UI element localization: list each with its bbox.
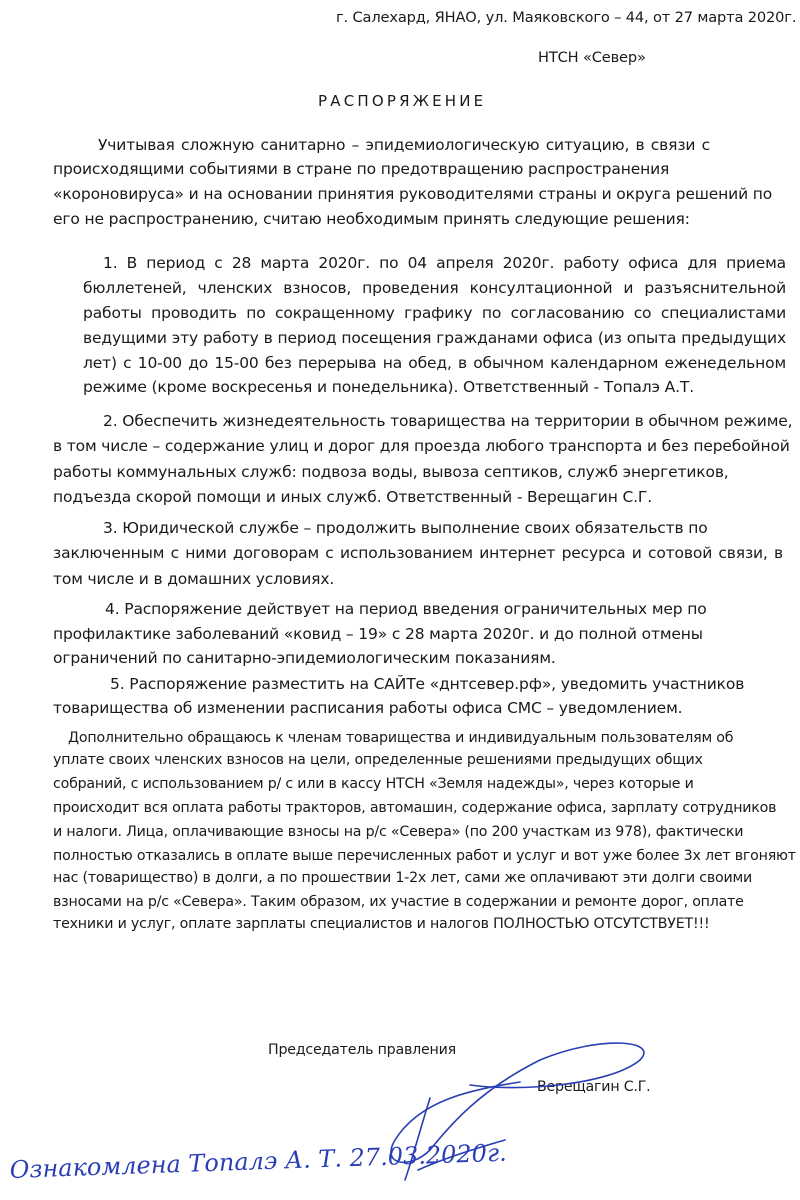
- item-5-line: товарищества об изменении расписания работы офиса СМС – уведомлением.: [53, 699, 683, 717]
- additional-line: полностью отказались в оплате выше перечисленных работ и услуг и вот уже более 3х лет вгоняют: [53, 848, 796, 864]
- signature-stroke: [418, 1140, 505, 1170]
- intro-line: происходящими событиями в стране по предотвращению распространения: [53, 160, 670, 178]
- item-1-line: 1. В период с 28 марта 2020г. по 04 апреля 2020г. работу офиса для приема: [103, 254, 786, 272]
- item-1-line: лет) с 10-00 до 15-00 без перерыва на обед, в обычном календарном еженедельном: [83, 354, 786, 372]
- item-4-line: 4. Распоряжение действует на период введения ограничительных мер по: [105, 600, 707, 618]
- item-3-line: том числе и в домашних условиях.: [53, 570, 335, 588]
- item-2-line: работы коммунальных служб: подвоза воды, вывоза септиков, служб энергетиков,: [53, 463, 729, 481]
- item-1-line: бюллетеней, членских взносов, проведения консултационной и разъяснительной: [83, 279, 786, 297]
- additional-line: техники и услуг, оплате зарплаты специалистов и налогов ПОЛНОСТЬЮ ОТСУТСТВУЕТ!!!: [53, 916, 710, 932]
- organization-name: НТСН «Север»: [538, 49, 646, 66]
- acknowledgement-text: Ознакомлена Топалэ А. Т. 27.03.2020г.: [9, 1138, 508, 1184]
- signature-stroke: [405, 1098, 430, 1180]
- item-1-line: работы проводить по сокращенному графику по согласованию со специалистами: [83, 304, 786, 322]
- additional-line: уплате своих членских взносов на цели, определенные решениями предыдущих общих: [53, 752, 703, 768]
- additional-line: взносами на р/с «Севера». Таким образом, их участие в содержании и ремонте дорог, оплате: [53, 894, 744, 910]
- additional-line: и налоги. Лица, оплачивающие взносы на р/с «Севера» (по 200 участкам из 978), фактически: [53, 824, 744, 840]
- additional-line: собраний, с использованием р/ с или в кассу НТСН «Земля надежды», через которые и: [53, 776, 694, 792]
- signatory-name: Верещагин С.Г.: [537, 1079, 651, 1095]
- additional-line: нас (товарищество) в долги, а по прошествии 1-2х лет, сами же оплачивают эти долги своими: [53, 870, 753, 886]
- item-3-line: 3. Юридической службе – продолжить выполнение своих обязательств по: [103, 519, 708, 537]
- signature-stroke: [391, 1043, 644, 1162]
- item-4-line: ограничений по санитарно-эпидемиологическим показаниям.: [53, 649, 556, 667]
- item-2-line: в том числе – содержание улиц и дорог для проезда любого транспорта и без перебойной: [53, 437, 790, 455]
- intro-line: «короновируса» и на основании принятия руководителями страны и округа решений по: [53, 185, 773, 203]
- signatory-position: Председатель правления: [268, 1042, 456, 1058]
- additional-line: Дополнительно обращаюсь к членам товарищества и индивидуальным пользователям об: [68, 730, 734, 746]
- document-title: РАСПОРЯЖЕНИЕ: [318, 92, 487, 110]
- intro-line: его не распространению, считаю необходимым принять следующие решения:: [53, 210, 690, 228]
- additional-line: происходит вся оплата работы тракторов, автомашин, содержание офиса, зарплату сотрудников: [53, 800, 777, 816]
- item-1-line: ведущими эту работу в период посещения гражданами офиса (из опыта предыдущих: [83, 329, 786, 347]
- item-2-line: подъезда скорой помощи и иных служб. Ответственный - Верещагин С.Г.: [53, 488, 652, 506]
- item-2-line: 2. Обеспечить жизнедеятельность товарищества на территории в обычном режиме,: [103, 412, 793, 430]
- intro-line: Учитывая сложную санитарно – эпидемиологическую ситуацию, в связи с: [98, 136, 710, 154]
- address-date-line: г. Салехард, ЯНАО, ул. Маяковского – 44, от 27 марта 2020г.: [336, 9, 797, 26]
- item-1-line: режиме (кроме воскресенья и понедельника). Ответственный - Топалэ А.Т.: [83, 378, 694, 396]
- item-3-line: заключенным с ними договорам с использованием интернет ресурса и сотовой связи, в: [53, 544, 783, 562]
- item-4-line: профилактике заболеваний «ковид – 19» с 28 марта 2020г. и до полной отмены: [53, 625, 703, 643]
- item-5-line: 5. Распоряжение разместить на САЙТе «днтсевер.рф», уведомить участников: [110, 675, 745, 693]
